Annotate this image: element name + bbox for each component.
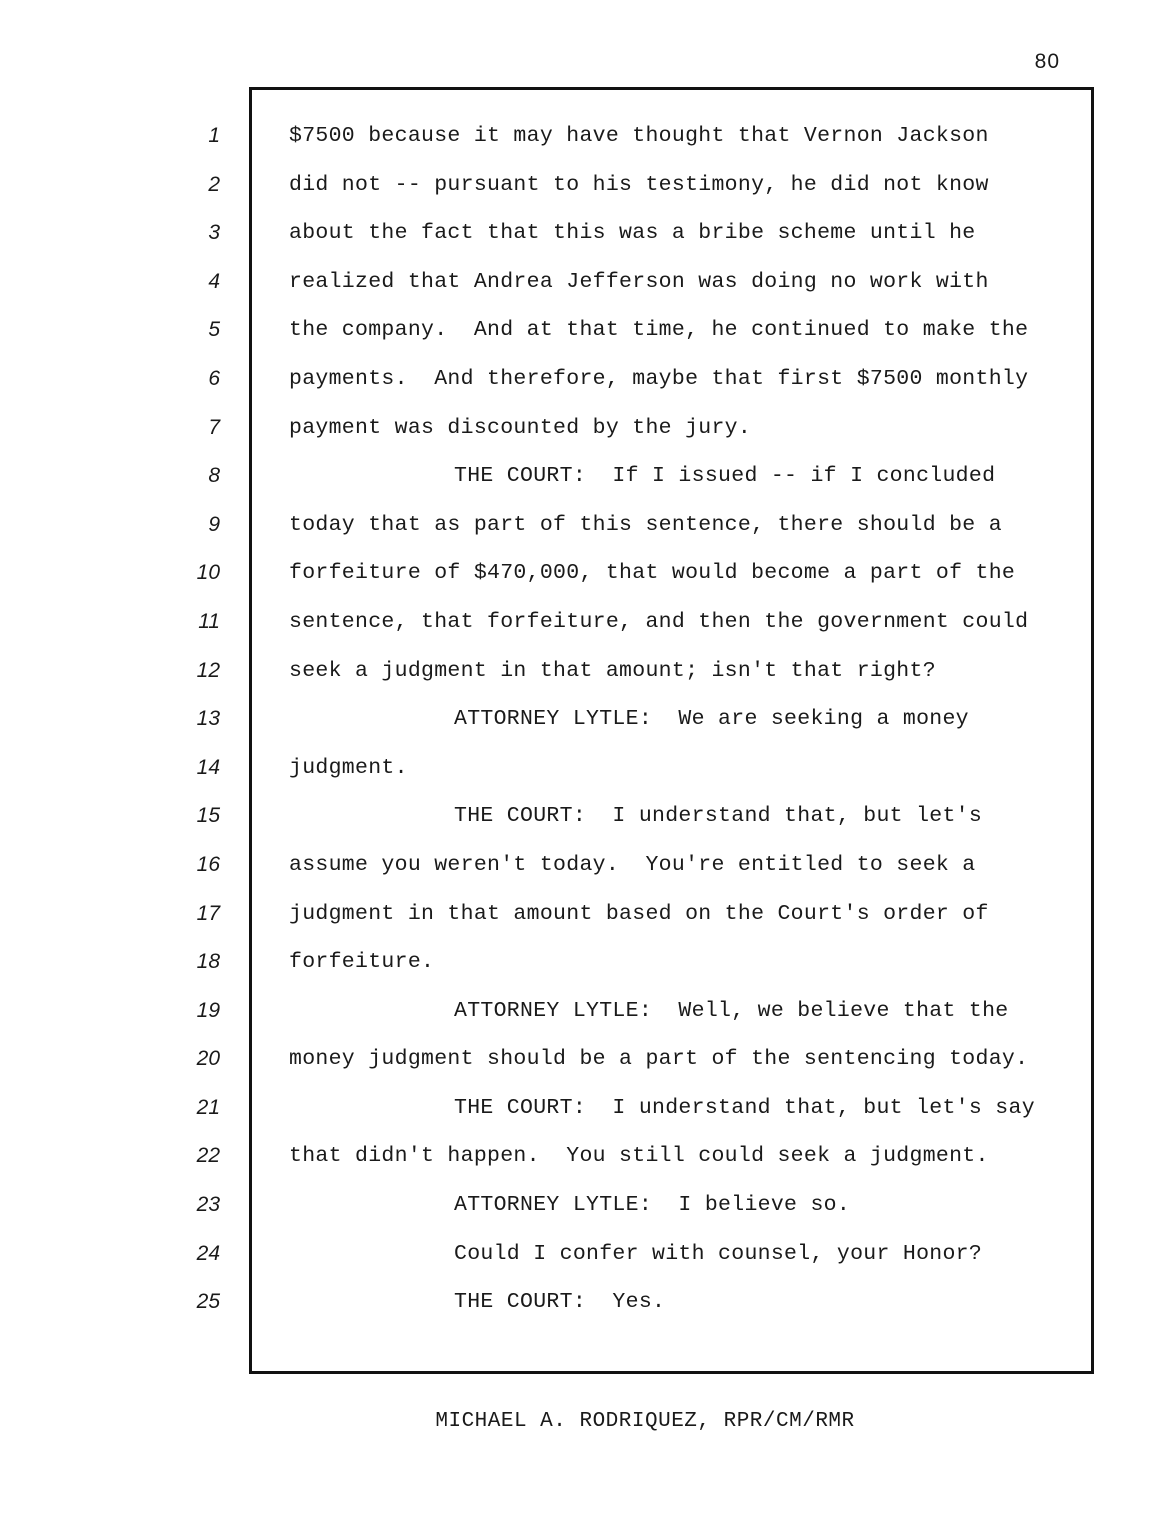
transcript-line: Could I confer with counsel, your Honor?: [454, 1241, 983, 1266]
line-number: 11: [198, 609, 220, 633]
transcript-line: sentence, that forfeiture, and then the government could: [289, 609, 1029, 634]
transcript-line: assume you weren't today. You're entitled to seek a: [289, 852, 976, 877]
page-number: 80: [1034, 50, 1060, 73]
reporter-footer: MICHAEL A. RODRIQUEZ, RPR/CM/RMR: [435, 1410, 855, 1433]
line-number: 6: [208, 366, 220, 390]
line-number: 12: [196, 658, 220, 682]
transcript-line: judgment.: [289, 755, 408, 780]
line-number: 24: [196, 1241, 220, 1265]
transcript-line: seek a judgment in that amount; isn't that right?: [289, 658, 936, 683]
line-number: 23: [196, 1193, 220, 1217]
transcript-line: ATTORNEY LYTLE: I believe so.: [454, 1193, 851, 1218]
transcript-line: THE COURT: I understand that, but let's: [454, 804, 983, 829]
transcript-line: ATTORNEY LYTLE: Well, we believe that the: [454, 998, 1009, 1023]
line-number: 22: [196, 1144, 220, 1168]
line-number: 3: [208, 221, 220, 245]
line-number: 17: [196, 901, 220, 925]
transcript-line: payment was discounted by the jury.: [289, 415, 752, 440]
transcript-line: about the fact that this was a bribe scheme until he: [289, 221, 976, 246]
line-number: 15: [196, 804, 220, 828]
transcript-line: the company. And at that time, he continued to make the: [289, 318, 1029, 343]
line-number: 19: [196, 998, 220, 1022]
line-number: 5: [208, 318, 220, 342]
transcript-body: [289, 114, 1089, 1329]
line-number-column: [150, 114, 220, 1329]
transcript-line: THE COURT: Yes.: [454, 1290, 666, 1315]
line-number: 2: [208, 172, 220, 196]
transcript-line: THE COURT: If I issued -- if I concluded: [454, 464, 996, 489]
transcript-line: money judgment should be a part of the sentencing today.: [289, 1047, 1029, 1072]
line-number: 8: [208, 464, 220, 488]
line-number: 16: [196, 852, 220, 876]
line-number: 14: [196, 755, 220, 779]
line-number: 10: [196, 561, 220, 585]
line-number: 1: [208, 124, 220, 147]
transcript-line: did not -- pursuant to his testimony, he did not know: [289, 172, 989, 197]
transcript-line: $7500 because it may have thought that Vernon Jackson: [289, 124, 989, 148]
transcript-line: forfeiture.: [289, 950, 435, 975]
line-number: 25: [196, 1290, 220, 1314]
transcript-line: ATTORNEY LYTLE: We are seeking a money: [454, 707, 969, 732]
transcript-line: realized that Andrea Jefferson was doing no work with: [289, 269, 989, 294]
line-number: 20: [196, 1047, 220, 1071]
line-number: 4: [208, 269, 220, 293]
transcript-line: payments. And therefore, maybe that first $7500 monthly: [289, 366, 1029, 391]
line-number: 7: [208, 415, 220, 439]
line-number: 18: [196, 950, 220, 974]
line-number: 9: [208, 512, 220, 536]
transcript-line: that didn't happen. You still could seek a judgment.: [289, 1144, 989, 1169]
transcript-line: today that as part of this sentence, there should be a: [289, 512, 1002, 537]
transcript-line: THE COURT: I understand that, but let's say: [454, 1095, 1035, 1120]
transcript-line: judgment in that amount based on the Court's order of: [289, 901, 989, 926]
transcript-line: forfeiture of $470,000, that would become a part of the: [289, 561, 1016, 586]
line-number: 21: [196, 1095, 220, 1119]
line-number: 13: [196, 707, 220, 731]
